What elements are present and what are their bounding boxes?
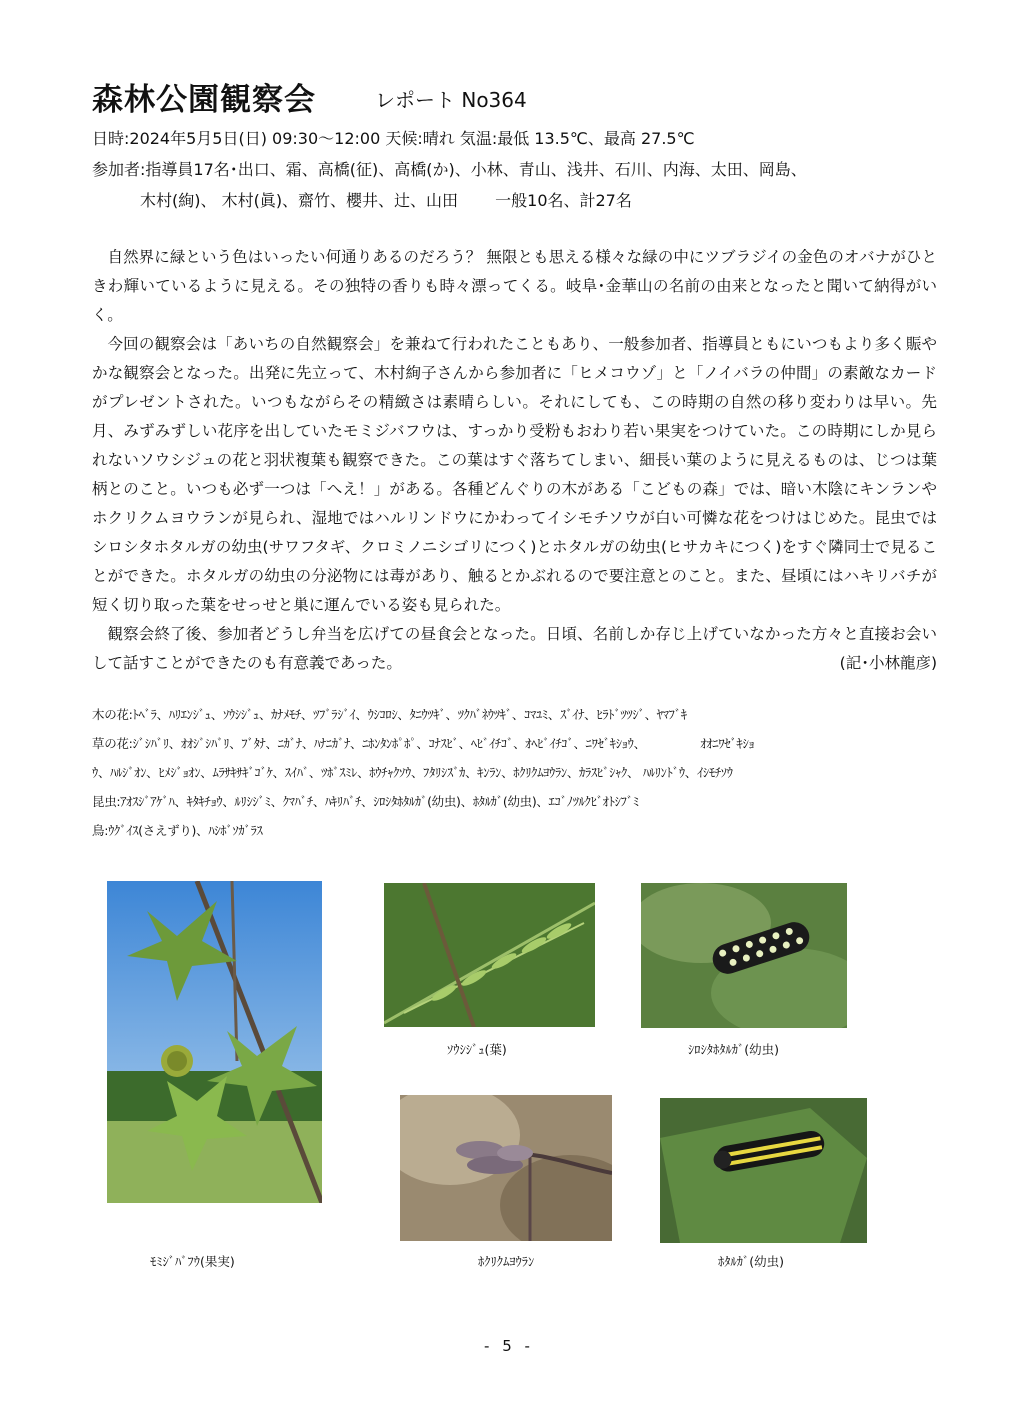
insects-list: 昆虫:ｱｵｽｼﾞｱｹﾞﾊ、ｷﾀｷﾁｮｳ、ﾙﾘｼｼﾞﾐ、ｸﾏﾊﾞﾁ、ﾊｷﾘﾊﾞﾁ、ｼﾛｼﾀﾎﾀﾙｶﾞ(幼虫)、ﾎﾀﾙｶﾞ(幼虫)、ｴｺﾞﾉﾂﾙｸﾋﾞｵﾄｼﾌﾞﾐ bbox=[92, 794, 639, 809]
herb-flowers-list-1: 草の花:ｼﾞｼﾊﾞﾘ、ｵｵｼﾞｼﾊﾞﾘ、ﾌﾞﾀﾅ、ﾆｶﾞﾅ、ﾊﾅﾆｶﾞﾅ、ﾆﾎﾝﾀﾝﾎﾟﾎﾟ、ｺﾅｽﾋﾞ、ﾍﾋﾞｲﾁｺﾞ、ｵﾍﾋﾞｲﾁｺﾞ、ﾆﾜｾﾞｷｼｮｳ、 ｵｵﾆﾜｾﾞｷｼｮ bbox=[92, 736, 755, 751]
author-signature: (記･小林龍彦) bbox=[839, 654, 937, 672]
date-weather-line: 日時:2024年5月5日(日) 09:30～12:00 天候:晴れ 気温:最低 13.5℃、最高 27.5℃ bbox=[92, 129, 695, 148]
paragraph-2: 今回の観察会は「あいちの自然観察会」を兼ねて行われたこともあり、一般参加者、指導員ともにいつもより多く賑やかな観察会となった。出発に先立って、木村絢子さんから参加者に「ヒメコウゾ」と「ノイバラの仲間」の素敵なカードがプレゼントされた。いつもながらその精緻さは素晴らしい。それにしても、この時期の自然の移り変わりは早い。先月、みずみずしい花序を出していたモミジバフウは、すっかり受粉もおわり若い果実をつけていた。この時期にしか見られないソウシジュの花と羽状複葉も観察できた。この葉はすぐ落ちてしまい、細長い葉のように見えるものは、じつは葉柄とのこと。いつも必ず一つは「へえ！」がある。各種どんぐりの木がある「こどもの森」では、暗い木陰にキンランやホクリクムヨウランが見られ、湿地ではハルリンドウにかわってイシモチソウが白い可憐な花をつけはじめた。昆虫ではシロシタホタルガの幼虫(サワフタギ、クロミノニシゴリにつく)とホタルガの幼虫(ヒサカキにつく)をすぐ隣同士で見ることができた。ホタルガの幼虫の分泌物には毒があり、触るとかぶれるので要注意とのこと。また、昼頃にはハキリバチが短く切り取った葉をせっせと巣に運んでいる姿も見られた。 bbox=[92, 335, 937, 614]
report-title: 森林公園観察会 bbox=[92, 82, 316, 118]
participants-line-1: 参加者:指導員17名･出口、霜、高橋(征)、高橋(か)、小林、青山、浅井、石川、内海、太田、岡島、 bbox=[92, 160, 807, 179]
herb-flowers-list-2: ｳ、ﾊﾙｼﾞｵﾝ、ﾋﾒｼﾞｮｵﾝ、ﾑﾗｻｷｻｷﾞｺﾞｹ、ｽｲﾊﾞ、ﾂﾎﾞｽﾐﾚ、ﾎｳﾁｬｸｿｳ、ﾌﾀﾘｼｽﾞｶ、ｷﾝﾗﾝ、ﾎｸﾘｸﾑﾖｳﾗﾝ、ｶﾗｽﾋﾞｼｬｸ、 ﾊﾙﾘﾝﾄﾞｳ、ｲｼﾓﾁｿｳ bbox=[92, 765, 733, 780]
soushiju-photo bbox=[384, 883, 595, 1027]
paragraph-1: 自然界に緑という色はいったい何通りあるのだろう？ 無限とも思える様々な緑の中にツブラジイの金色のオバナがひときわ輝いているように見える。その独特の香りも時々漂ってくる。岐阜･金華山の名前の由来となったと聞いて納得がいく。 bbox=[92, 248, 937, 324]
shiroshita-larva-photo bbox=[641, 883, 847, 1028]
report-number: レポート No364 bbox=[375, 88, 527, 112]
paragraph-3 bbox=[92, 620, 937, 678]
momijibafu-photo bbox=[107, 881, 322, 1203]
shiroshita-larva-caption: ｼﾛｼﾀﾎﾀﾙｶﾞ(幼虫) bbox=[688, 1042, 780, 1057]
page-number: - 5 - bbox=[484, 1337, 534, 1355]
paragraph-3-text: 観察会終了後、参加者どうし弁当を広げての昼食会となった。日頃、名前しか存じ上げていなかった方々と直接お会いして話すことができたのも有意義であった。 bbox=[92, 625, 937, 672]
hokuriku-muyouran-caption: ﾎｸﾘｸﾑﾖｳﾗﾝ bbox=[478, 1254, 535, 1269]
hokuriku-muyouran-photo bbox=[400, 1095, 612, 1241]
hotaruga-larva-caption: ﾎﾀﾙｶﾞ(幼虫) bbox=[718, 1254, 785, 1269]
hotaruga-larva-photo bbox=[660, 1098, 867, 1243]
momijibafu-caption: ﾓﾐｼﾞﾊﾞﾌｳ(果実) bbox=[150, 1254, 235, 1269]
tree-flowers-list: 木の花:ﾄﾍﾞﾗ、ﾊﾘｴﾝｼﾞｭ、ｿｳｼｼﾞｭ、ｶﾅﾒﾓﾁ、ﾂﾌﾞﾗｼﾞｲ、ｳｼｺﾛｼ、ﾀﾆｳﾂｷﾞ、ﾂｸﾊﾞﾈｳﾂｷﾞ、ｺﾏﾕﾐ、ｽﾞｲﾅ、ﾋﾗﾄﾞﾂﾂｼﾞ、ﾔﾏﾌﾞｷ bbox=[92, 707, 687, 722]
soushiju-caption: ｿｳｼｼﾞｭ(葉) bbox=[447, 1042, 507, 1057]
species-list bbox=[92, 700, 942, 845]
report-body bbox=[92, 243, 937, 678]
participants-line-2: 木村(絢)、 木村(眞)、齋竹、櫻井、辻、山田 一般10名、計27名 bbox=[140, 191, 632, 210]
birds-list: 鳥:ｳｸﾞｲｽ(さえずり)、ﾊｼﾎﾞｿｶﾞﾗｽ bbox=[92, 823, 263, 838]
